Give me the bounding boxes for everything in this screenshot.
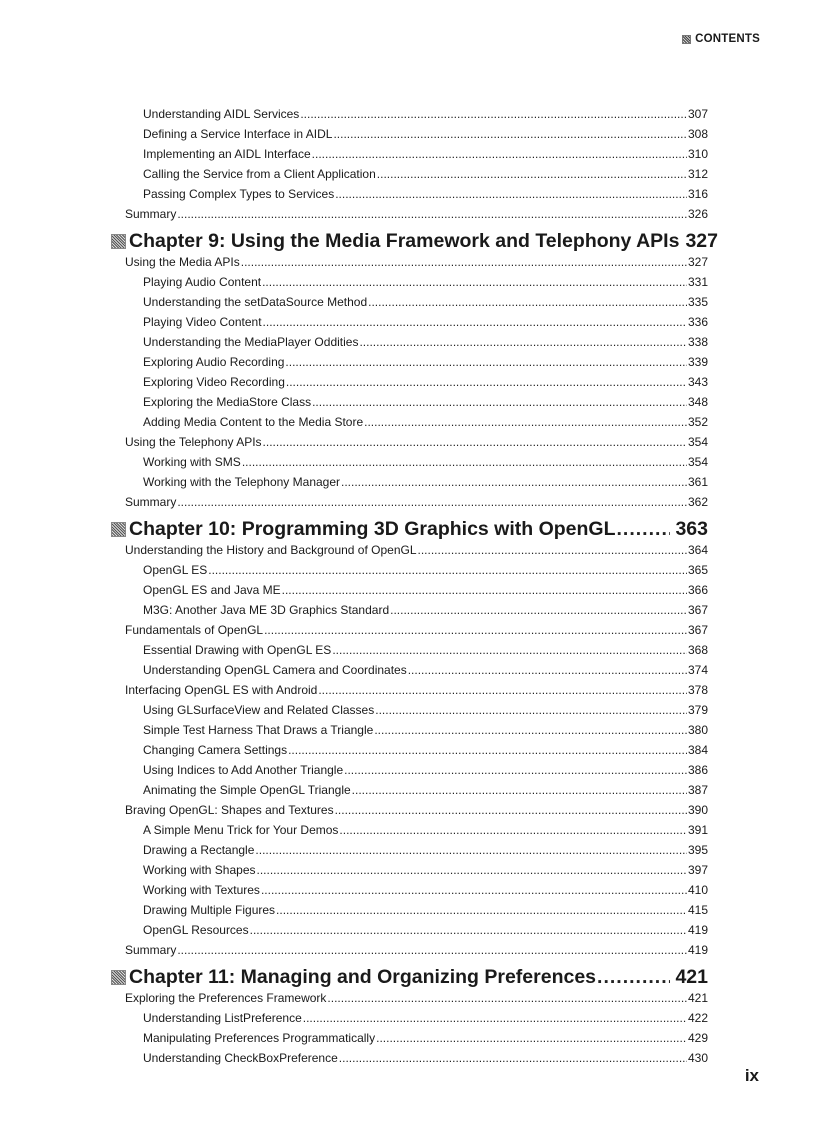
dot-leader — [262, 275, 687, 289]
toc-entry-page: 352 — [687, 415, 708, 429]
dot-leader — [332, 643, 687, 657]
toc-entry — [125, 207, 708, 227]
dot-leader — [376, 1031, 687, 1045]
toc-entry-title: Using Indices to Add Another Triangle — [143, 763, 344, 777]
dot-leader — [208, 563, 687, 577]
toc-entry-page: 336 — [687, 315, 708, 329]
toc-entry-page: 421 — [675, 965, 708, 988]
toc-entry — [125, 167, 708, 187]
toc-entry — [125, 107, 708, 127]
dot-leader — [257, 863, 687, 877]
toc-entry-page: 327 — [687, 255, 708, 269]
toc-entry-title: A Simple Menu Trick for Your Demos — [143, 823, 339, 837]
dot-leader — [318, 683, 687, 697]
toc-entry-title: Using GLSurfaceView and Related Classes — [143, 703, 375, 717]
toc-entry — [125, 643, 708, 663]
dot-leader — [597, 966, 670, 989]
toc-entry — [125, 803, 708, 823]
running-header — [682, 33, 760, 45]
dot-leader — [368, 295, 687, 309]
dot-leader — [250, 923, 687, 937]
toc-entry-title: Chapter 10: Programming 3D Graphics with OpenGL — [129, 517, 616, 540]
toc-entry — [125, 295, 708, 315]
toc-entry — [125, 475, 708, 495]
toc-entry-page: 343 — [687, 375, 708, 389]
toc-entry — [125, 147, 708, 167]
toc-entry-title: Defining a Service Interface in AIDL — [143, 127, 333, 141]
toc-entry-page: 395 — [687, 843, 708, 857]
toc-entry-title: Understanding the History and Background of OpenGL — [125, 543, 417, 557]
toc-entry-page: 365 — [687, 563, 708, 577]
toc-entry — [125, 435, 708, 455]
toc-entry-title: Chapter 11: Managing and Organizing Preferences — [129, 965, 597, 988]
toc-entry-title: Braving OpenGL: Shapes and Textures — [125, 803, 334, 817]
toc-entry-page: 362 — [687, 495, 708, 509]
toc-entry-title: Fundamentals of OpenGL — [125, 623, 264, 637]
toc-entry-title: Playing Video Content — [143, 315, 262, 329]
dot-leader — [327, 991, 687, 1005]
dot-leader — [312, 395, 687, 409]
dot-leader — [300, 107, 687, 121]
dot-leader — [339, 1051, 687, 1065]
toc-entry-title: OpenGL ES and Java ME — [143, 583, 281, 597]
toc-entry-title: Changing Camera Settings — [143, 743, 288, 757]
toc-entry-title: Working with Textures — [143, 883, 260, 897]
toc-entry-page: 339 — [687, 355, 708, 369]
dot-leader — [377, 167, 687, 181]
dot-leader — [241, 255, 687, 269]
toc-entry — [125, 543, 708, 563]
toc-entry-page: 390 — [687, 803, 708, 817]
toc-entry-page: 422 — [687, 1011, 708, 1025]
toc-chapter-entry — [111, 515, 708, 543]
toc-entry — [125, 923, 708, 943]
toc-entry — [125, 1051, 708, 1071]
toc-entry-page: 364 — [687, 543, 708, 557]
dot-leader — [408, 663, 687, 677]
dot-leader — [288, 743, 687, 757]
toc-entry-page: 361 — [687, 475, 708, 489]
toc-entry-page: 379 — [687, 703, 708, 717]
toc-entry-title: Simple Test Harness That Draws a Triangle — [143, 723, 374, 737]
dot-leader — [282, 583, 687, 597]
toc-entry-title: Drawing a Rectangle — [143, 843, 255, 857]
dot-leader — [617, 518, 671, 541]
toc-entry-page: 374 — [687, 663, 708, 677]
table-of-contents — [125, 107, 718, 1071]
toc-entry-page: 397 — [687, 863, 708, 877]
toc-entry-title: Working with Shapes — [143, 863, 256, 877]
dot-leader — [177, 207, 687, 221]
toc-entry-title: OpenGL Resources — [143, 923, 249, 937]
toc-entry-page: 410 — [687, 883, 708, 897]
toc-entry-page: 419 — [687, 943, 708, 957]
toc-entry — [125, 315, 708, 335]
dot-leader — [374, 723, 687, 737]
page-number: ix — [744, 1066, 759, 1085]
toc-entry-page: 386 — [687, 763, 708, 777]
toc-entry-title: Calling the Service from a Client Application — [143, 167, 376, 181]
toc-entry — [125, 663, 708, 683]
chapter-marker-icon — [111, 522, 126, 537]
toc-entry-page: 368 — [687, 643, 708, 657]
toc-entry-page: 421 — [687, 991, 708, 1005]
toc-entry-title: Adding Media Content to the Media Store — [143, 415, 364, 429]
toc-entry-page: 348 — [687, 395, 708, 409]
toc-entry-title: Exploring the Preferences Framework — [125, 991, 327, 1005]
toc-entry-page: 307 — [687, 107, 708, 121]
toc-entry — [125, 335, 708, 355]
dot-leader — [177, 943, 687, 957]
toc-entry-title: Using the Media APIs — [125, 255, 240, 269]
toc-entry — [125, 583, 708, 603]
toc-entry-title: Understanding CheckBoxPreference — [143, 1051, 338, 1065]
dot-leader — [364, 415, 687, 429]
toc-entry-title: Understanding the MediaPlayer Oddities — [143, 335, 359, 349]
toc-entry — [125, 863, 708, 883]
toc-entry-page: 384 — [687, 743, 708, 757]
chapter-marker-icon — [111, 970, 126, 985]
toc-entry — [125, 495, 708, 515]
toc-entry — [125, 783, 708, 803]
toc-entry-title: Working with the Telephony Manager — [143, 475, 341, 489]
dot-leader — [333, 127, 687, 141]
toc-entry-title: Exploring Audio Recording — [143, 355, 285, 369]
toc-entry-page: 415 — [687, 903, 708, 917]
toc-entry — [125, 455, 708, 475]
toc-entry — [125, 563, 708, 583]
dot-leader — [352, 783, 687, 797]
toc-entry-page: 354 — [687, 435, 708, 449]
toc-entry-title: Understanding OpenGL Camera and Coordinates — [143, 663, 407, 677]
dot-leader — [286, 375, 687, 389]
dot-leader — [242, 455, 687, 469]
toc-entry — [125, 703, 708, 723]
dot-leader — [339, 823, 687, 837]
toc-entry-title: Animating the Simple OpenGL Triangle — [143, 783, 351, 797]
toc-entry-page: 363 — [675, 517, 708, 540]
dot-leader — [276, 903, 687, 917]
toc-entry-title: Summary — [125, 207, 177, 221]
toc-entry-page: 430 — [687, 1051, 708, 1065]
chapter-marker-icon — [111, 234, 126, 249]
toc-entry — [125, 395, 708, 415]
toc-entry-title: Chapter 9: Using the Media Framework and Telephony APIs — [129, 229, 680, 252]
toc-entry — [125, 843, 708, 863]
dot-leader — [312, 147, 687, 161]
toc-entry-title: Manipulating Preferences Programmatically — [143, 1031, 376, 1045]
toc-entry-page: 335 — [687, 295, 708, 309]
toc-entry-title: Playing Audio Content — [143, 275, 262, 289]
toc-entry-page: 316 — [687, 187, 708, 201]
toc-entry-page: 331 — [687, 275, 708, 289]
toc-entry-title: Understanding the setDataSource Method — [143, 295, 368, 309]
toc-entry — [125, 943, 708, 963]
toc-entry — [125, 623, 708, 643]
toc-entry — [125, 255, 708, 275]
dot-leader — [177, 495, 687, 509]
toc-entry-title: Essential Drawing with OpenGL ES — [143, 643, 332, 657]
dot-leader — [359, 335, 687, 349]
toc-entry — [125, 275, 708, 295]
dot-leader — [263, 315, 687, 329]
toc-entry-page: 387 — [687, 783, 708, 797]
toc-entry — [125, 375, 708, 395]
toc-entry-title: Drawing Multiple Figures — [143, 903, 276, 917]
toc-entry-title: Summary — [125, 495, 177, 509]
header-label: CONTENTS — [695, 33, 760, 45]
toc-entry-page: 429 — [687, 1031, 708, 1045]
dot-leader — [263, 435, 687, 449]
dot-leader — [303, 1011, 687, 1025]
dot-leader — [375, 703, 687, 717]
toc-entry — [125, 1011, 708, 1031]
toc-entry-page: 380 — [687, 723, 708, 737]
dot-leader — [261, 883, 687, 897]
toc-entry-title: M3G: Another Java ME 3D Graphics Standard — [143, 603, 390, 617]
toc-entry — [125, 823, 708, 843]
toc-entry-title: Exploring the MediaStore Class — [143, 395, 312, 409]
toc-entry — [125, 723, 708, 743]
dot-leader — [418, 543, 687, 557]
dot-leader — [264, 623, 687, 637]
toc-entry — [125, 127, 708, 147]
dot-leader — [341, 475, 687, 489]
dot-leader — [255, 843, 687, 857]
toc-chapter-entry — [111, 963, 708, 991]
toc-entry-page: 366 — [687, 583, 708, 597]
toc-entry-title: Summary — [125, 943, 177, 957]
toc-entry — [125, 415, 708, 435]
toc-entry-page: 367 — [687, 623, 708, 637]
toc-entry-title: OpenGL ES — [143, 563, 208, 577]
toc-entry — [125, 187, 708, 207]
toc-entry-title: Using the Telephony APIs — [125, 435, 262, 449]
toc-entry — [125, 1031, 708, 1051]
toc-entry-title: Implementing an AIDL Interface — [143, 147, 311, 161]
toc-entry — [125, 743, 708, 763]
toc-entry-title: Working with SMS — [143, 455, 241, 469]
toc-entry — [125, 991, 708, 1011]
toc-entry — [125, 355, 708, 375]
toc-entry-title: Exploring Video Recording — [143, 375, 285, 389]
toc-entry-page: 312 — [687, 167, 708, 181]
header-marker-icon — [682, 35, 691, 44]
dot-leader — [335, 803, 687, 817]
toc-entry-page: 308 — [687, 127, 708, 141]
toc-entry — [125, 603, 708, 623]
toc-entry-page: 310 — [687, 147, 708, 161]
toc-entry-page: 391 — [687, 823, 708, 837]
toc-entry-page: 378 — [687, 683, 708, 697]
toc-chapter-entry — [111, 227, 718, 255]
toc-entry-title: Understanding ListPreference — [143, 1011, 302, 1025]
toc-entry-page: 367 — [687, 603, 708, 617]
toc-entry-title: Understanding AIDL Services — [143, 107, 300, 121]
dot-leader — [335, 187, 687, 201]
dot-leader — [344, 763, 687, 777]
toc-entry — [125, 683, 708, 703]
toc-entry-page: 326 — [687, 207, 708, 221]
toc-entry — [125, 763, 708, 783]
toc-entry-page: 354 — [687, 455, 708, 469]
toc-entry-page: 327 — [685, 229, 718, 252]
toc-entry — [125, 883, 708, 903]
toc-entry — [125, 903, 708, 923]
dot-leader — [285, 355, 687, 369]
toc-entry-page: 338 — [687, 335, 708, 349]
toc-entry-title: Passing Complex Types to Services — [143, 187, 335, 201]
toc-entry-title: Interfacing OpenGL ES with Android — [125, 683, 318, 697]
dot-leader — [390, 603, 687, 617]
toc-entry-page: 419 — [687, 923, 708, 937]
